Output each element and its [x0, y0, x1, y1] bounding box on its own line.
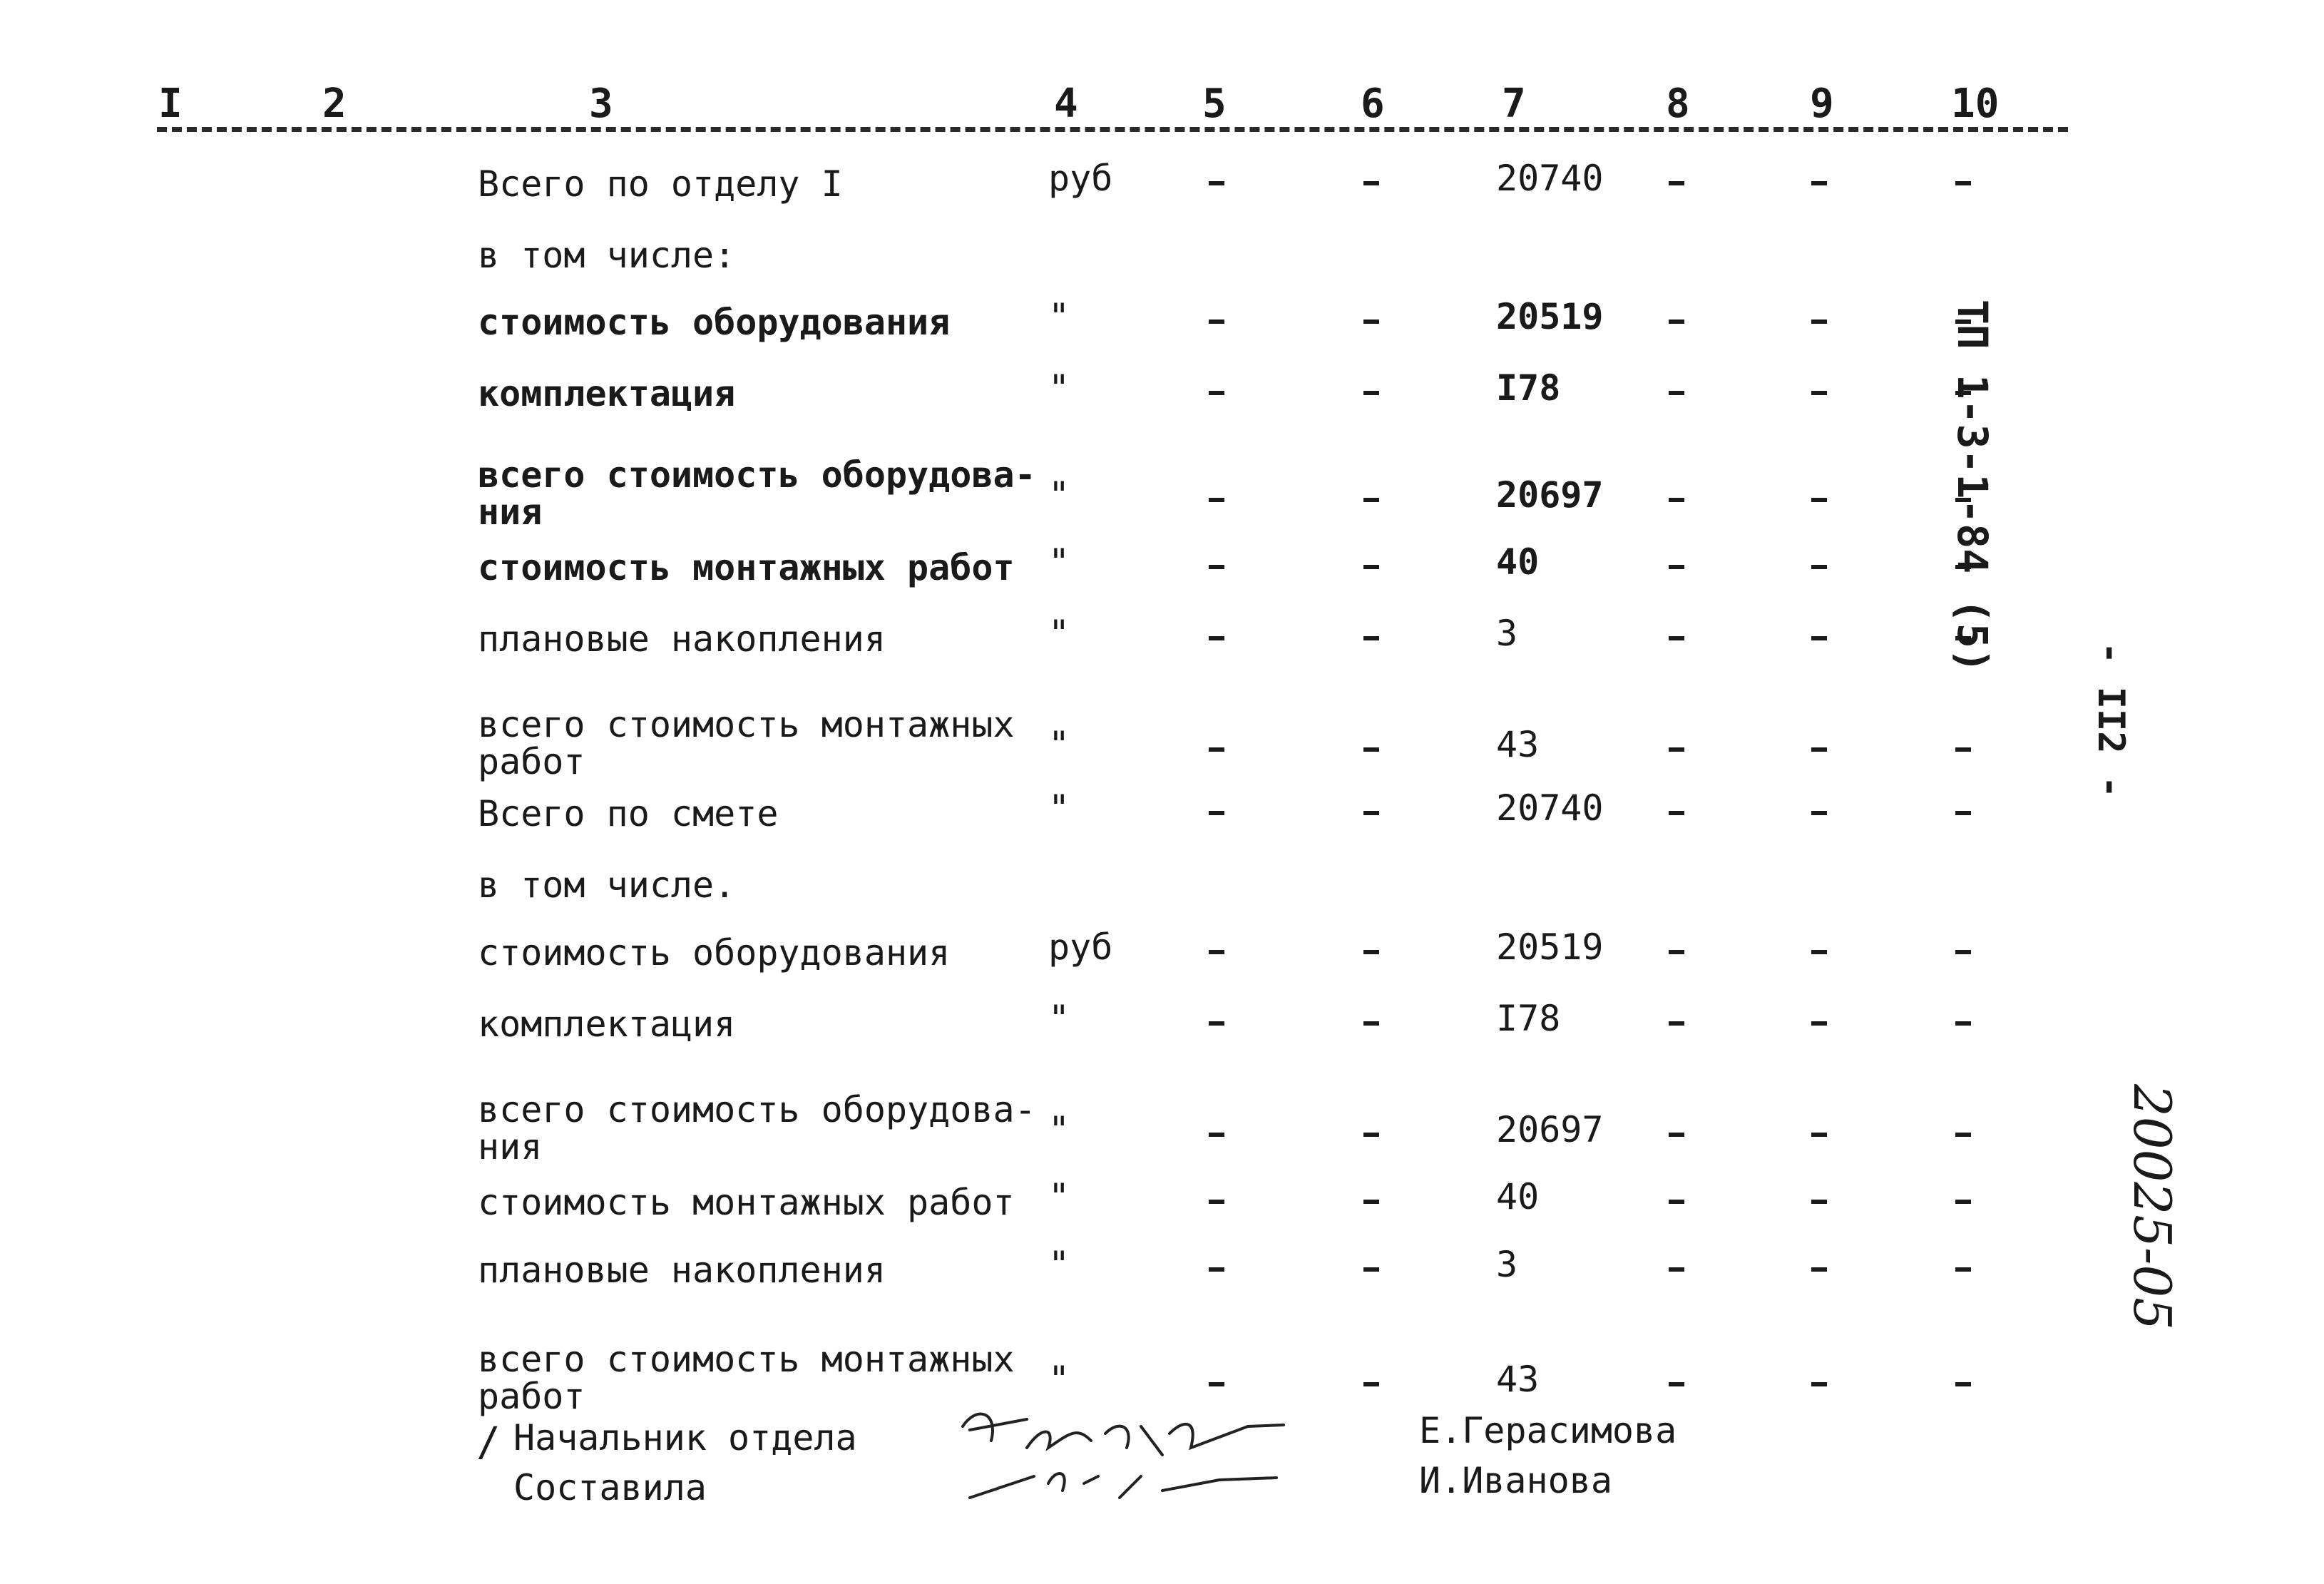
row-unit: " [1048, 1176, 1070, 1217]
row-unit: " [1048, 613, 1070, 654]
row-unit: " [1048, 998, 1070, 1039]
row-unit: " [1048, 296, 1070, 337]
col-number-8: 8 [1666, 81, 1690, 127]
row-total: 3 [1496, 613, 1518, 654]
empty-cell-dash [1811, 1133, 1827, 1137]
row-name: стоимость оборудования [478, 932, 951, 974]
signature-role-head: Начальник отдела [513, 1417, 857, 1458]
col-number-4: 4 [1054, 81, 1078, 127]
row-total: 40 [1496, 541, 1540, 583]
row-unit: " [1048, 1109, 1070, 1150]
empty-cell-dash [1363, 950, 1379, 954]
row-name: Всего по отделу I [478, 163, 843, 205]
row-total: 20740 [1496, 787, 1604, 829]
empty-cell-dash [1209, 1267, 1224, 1272]
row-total: 43 [1496, 724, 1540, 765]
empty-cell-dash [1363, 636, 1379, 640]
row-total: 40 [1496, 1176, 1540, 1217]
empty-cell-dash [1209, 950, 1224, 954]
empty-cell-dash [1811, 1382, 1827, 1386]
page-number: - II2 - [2089, 642, 2132, 799]
empty-cell-dash [1363, 1267, 1379, 1272]
empty-cell-dash [1955, 181, 1971, 185]
row-unit: " [1048, 724, 1070, 765]
signature-role-compiler: Составила [513, 1467, 707, 1508]
empty-cell-dash [1811, 747, 1827, 752]
empty-cell-dash [1363, 498, 1379, 502]
empty-cell-dash [1669, 1200, 1684, 1204]
row-name: плановые накопления [478, 618, 886, 660]
empty-cell-dash [1363, 1382, 1379, 1386]
empty-cell-dash [1955, 1200, 1971, 1204]
row-total: 20740 [1496, 158, 1604, 199]
empty-cell-dash [1363, 811, 1379, 815]
empty-cell-dash [1669, 950, 1684, 954]
empty-cell-dash [1363, 181, 1379, 185]
empty-cell-dash [1363, 1021, 1379, 1026]
empty-cell-dash [1811, 320, 1827, 324]
empty-cell-dash [1363, 320, 1379, 324]
col-number-9: 9 [1810, 81, 1834, 127]
empty-cell-dash [1955, 1133, 1971, 1137]
handwritten-signatures [948, 1398, 1291, 1519]
empty-cell-dash [1209, 636, 1224, 640]
empty-cell-dash [1209, 181, 1224, 185]
row-total: 20697 [1496, 1109, 1604, 1150]
empty-cell-dash [1209, 747, 1224, 752]
col-number-10: 10 [1951, 81, 2000, 127]
row-total: 20519 [1496, 926, 1604, 968]
empty-cell-dash [1955, 950, 1971, 954]
empty-cell-dash [1669, 1382, 1684, 1386]
col-number-3: 3 [589, 81, 613, 127]
empty-cell-dash [1811, 1200, 1827, 1204]
empty-cell-dash [1669, 498, 1684, 502]
signature-name-compiler: И.Иванова [1419, 1460, 1612, 1501]
row-name: в том числе. [478, 864, 736, 906]
row-total: I78 [1496, 367, 1561, 409]
row-unit: " [1048, 1244, 1070, 1285]
empty-cell-dash [1209, 565, 1224, 569]
row-unit: " [1048, 1359, 1070, 1400]
col-number-5: 5 [1202, 81, 1227, 127]
doc-code-stamp: ТП 1-3-1-84 (5) [1948, 300, 1997, 673]
empty-cell-dash [1209, 498, 1224, 502]
empty-cell-dash [1669, 1021, 1684, 1026]
empty-cell-dash [1811, 811, 1827, 815]
handwritten-number: 20025-05 [2122, 1084, 2182, 1330]
header-rule [157, 127, 2068, 132]
row-name: стоимость монтажных работ [478, 1182, 1015, 1223]
row-total: 20519 [1496, 296, 1604, 337]
row-name: стоимость оборудования [478, 302, 951, 343]
row-name: всего стоимость оборудова- ния [478, 1089, 1036, 1167]
row-total: 20697 [1496, 474, 1604, 516]
empty-cell-dash [1811, 498, 1827, 502]
row-name: комплектация [478, 1003, 736, 1045]
empty-cell-dash [1669, 391, 1684, 395]
row-total: I78 [1496, 998, 1561, 1039]
empty-cell-dash [1363, 565, 1379, 569]
empty-cell-dash [1669, 636, 1684, 640]
empty-cell-dash [1669, 811, 1684, 815]
empty-cell-dash [1209, 320, 1224, 324]
empty-cell-dash [1811, 1267, 1827, 1272]
empty-cell-dash [1669, 181, 1684, 185]
row-unit: руб [1048, 926, 1113, 968]
empty-cell-dash [1955, 747, 1971, 752]
empty-cell-dash [1811, 636, 1827, 640]
empty-cell-dash [1811, 181, 1827, 185]
empty-cell-dash [1209, 1021, 1224, 1026]
row-name: в том числе: [478, 235, 736, 276]
col-number-2: 2 [322, 81, 347, 127]
empty-cell-dash [1811, 391, 1827, 395]
empty-cell-dash [1811, 950, 1827, 954]
empty-cell-dash [1209, 391, 1224, 395]
empty-cell-dash [1669, 320, 1684, 324]
empty-cell-dash [1209, 1382, 1224, 1386]
row-name: стоимость монтажных работ [478, 547, 1015, 588]
col-number-7: 7 [1502, 81, 1526, 127]
row-name: Всего по смете [478, 793, 779, 834]
row-unit: " [1048, 787, 1070, 829]
empty-cell-dash [1209, 811, 1224, 815]
empty-cell-dash [1955, 1267, 1971, 1272]
empty-cell-dash [1363, 747, 1379, 752]
empty-cell-dash [1955, 1021, 1971, 1026]
row-name: всего стоимость монтажных работ [478, 1339, 1015, 1417]
empty-cell-dash [1955, 1382, 1971, 1386]
row-unit: " [1048, 367, 1070, 409]
empty-cell-dash [1363, 1200, 1379, 1204]
empty-cell-dash [1669, 1267, 1684, 1272]
empty-cell-dash [1209, 1133, 1224, 1137]
row-total: 43 [1496, 1359, 1540, 1400]
empty-cell-dash [1669, 1133, 1684, 1137]
row-name: плановые накопления [478, 1250, 886, 1291]
row-unit: " [1048, 474, 1070, 516]
col-number-1: I [158, 81, 183, 127]
empty-cell-dash [1669, 747, 1684, 752]
row-name: всего стоимость оборудова- ния [478, 454, 1036, 533]
row-name: всего стоимость монтажных работ [478, 704, 1015, 782]
row-total: 3 [1496, 1244, 1518, 1285]
empty-cell-dash [1209, 1200, 1224, 1204]
empty-cell-dash [1811, 565, 1827, 569]
signature-name-head: Е.Герасимова [1419, 1410, 1677, 1451]
empty-cell-dash [1363, 391, 1379, 395]
row-unit: " [1048, 541, 1070, 583]
row-unit: руб [1048, 158, 1113, 199]
col-number-6: 6 [1361, 81, 1385, 127]
empty-cell-dash [1363, 1133, 1379, 1137]
empty-cell-dash [1669, 565, 1684, 569]
row-name: комплектация [478, 373, 736, 414]
empty-cell-dash [1811, 1021, 1827, 1026]
slash-mark: / [476, 1419, 501, 1466]
empty-cell-dash [1955, 811, 1971, 815]
